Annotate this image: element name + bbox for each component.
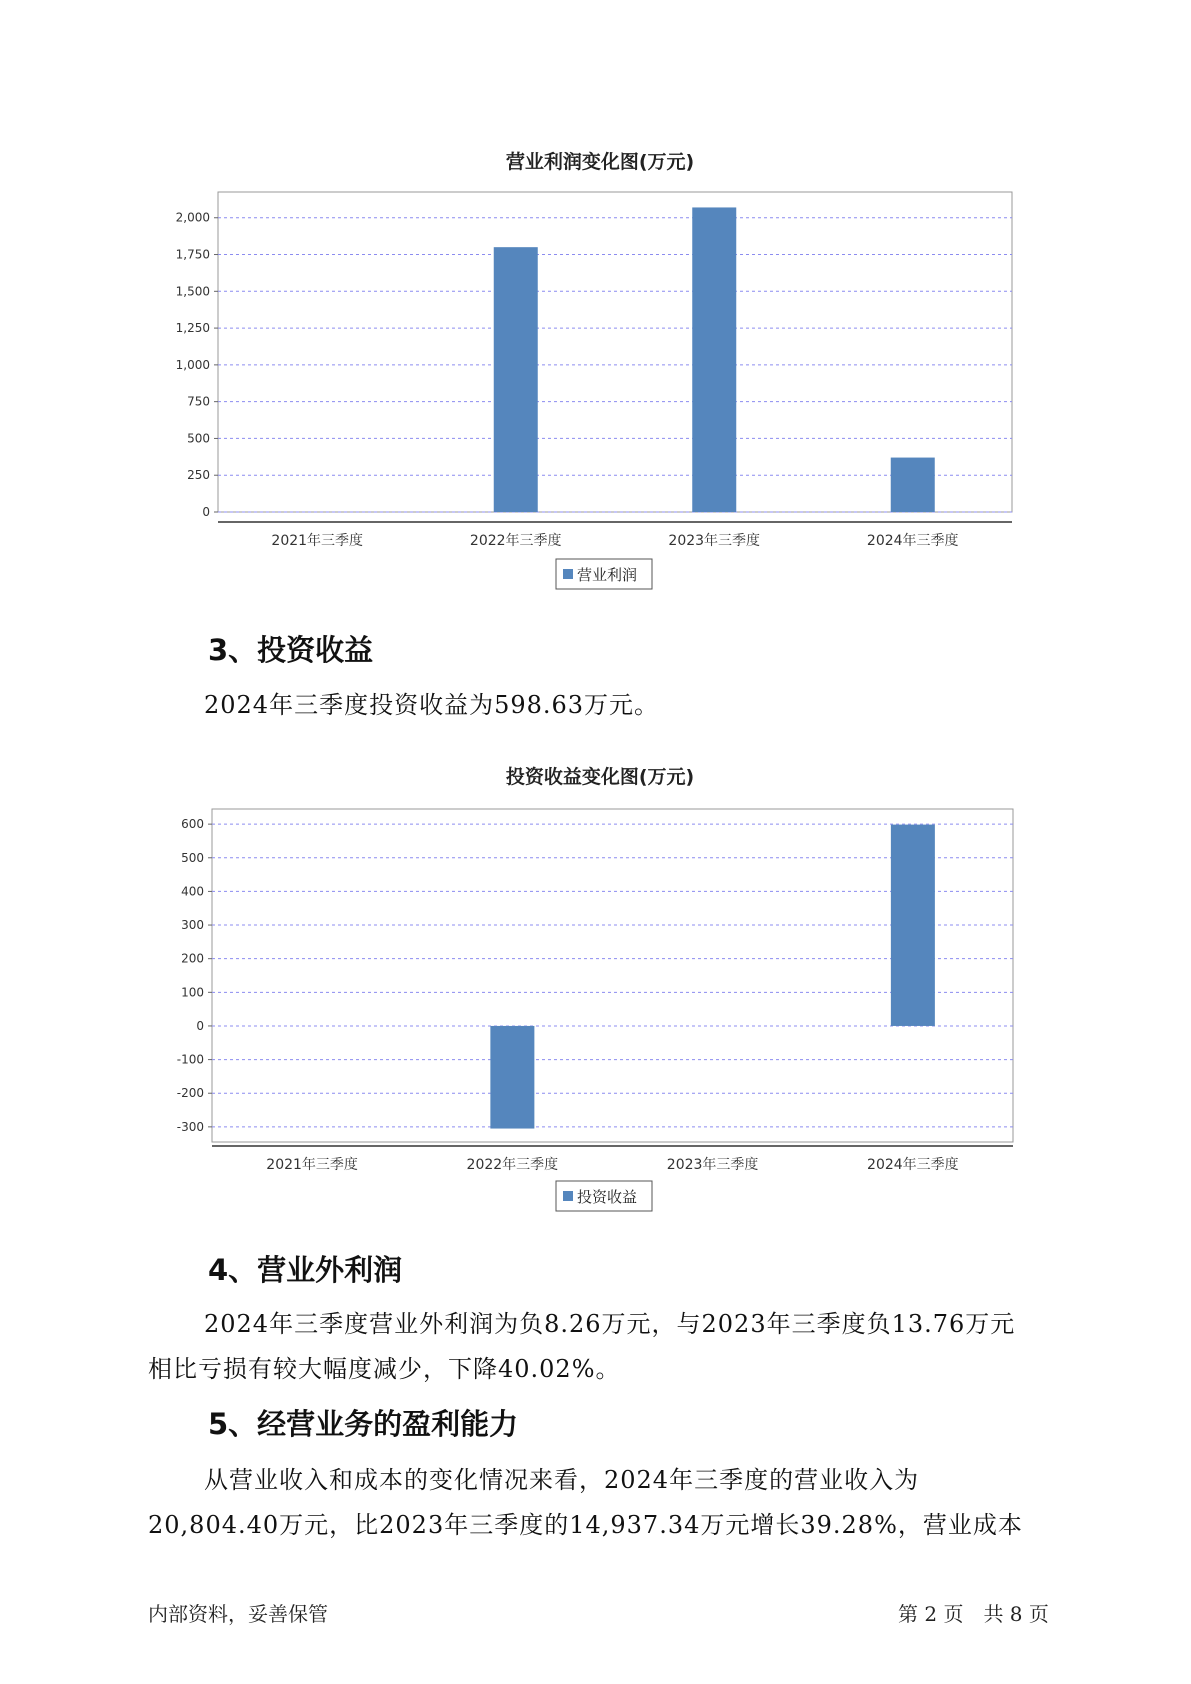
y-tick-label: 0 <box>202 505 210 519</box>
y-tick-label: 0 <box>196 1018 204 1033</box>
bar <box>692 207 736 512</box>
legend-swatch <box>563 1191 573 1201</box>
bar <box>494 247 538 512</box>
x-category-label: 2024年三季度 <box>866 533 959 549</box>
y-tick-label: 250 <box>187 468 210 483</box>
footer-page-number: 第 2 页 共 8 页 <box>898 1602 1049 1626</box>
bar <box>490 1026 534 1129</box>
investment-income-chart-svg <box>0 750 1191 1220</box>
y-tick-label: 400 <box>181 884 204 899</box>
legend-label: 投资收益 <box>577 1188 638 1206</box>
x-category-label: 2021年三季度 <box>266 1157 358 1173</box>
footer-confidential: 内部资料，妥善保管 <box>148 1602 328 1626</box>
bar <box>891 825 935 1026</box>
y-tick-label: 500 <box>181 850 204 865</box>
x-category-label: 2022年三季度 <box>469 533 562 549</box>
profitability-heading: 5、经营业务的盈利能力 <box>208 1407 519 1441</box>
profitability-text-line2: 20,804.40万元，比2023年三季度的14,937.34万元增长39.28%，营业成本 <box>148 1511 1023 1539</box>
nonop-heading: 4、营业外利润 <box>208 1253 403 1287</box>
x-category-label: 2021年三季度 <box>271 533 364 549</box>
y-tick-label: 750 <box>187 394 210 409</box>
investment-text: 2024年三季度投资收益为598.63万元。 <box>204 691 660 719</box>
legend-swatch <box>563 569 573 579</box>
chart-title: 营业利润变化图(万元) <box>505 151 695 173</box>
x-category-label: 2023年三季度 <box>668 533 761 549</box>
y-tick-label: -300 <box>176 1119 204 1134</box>
y-tick-label: 200 <box>181 951 204 966</box>
nonop-text-line2: 相比亏损有较大幅度减少，下降40.02%。 <box>148 1355 621 1383</box>
bar <box>891 458 935 512</box>
operating-profit-chart-svg <box>0 0 1191 600</box>
y-tick-label: -100 <box>176 1052 204 1067</box>
y-tick-label: 1,250 <box>175 321 210 336</box>
investment-income-chart <box>0 750 1191 1220</box>
x-category-label: 2023年三季度 <box>666 1157 759 1173</box>
y-tick-label: 100 <box>181 985 204 1000</box>
chart-title: 投资收益变化图(万元) <box>505 766 695 788</box>
y-tick-label: 600 <box>181 817 204 832</box>
investment-heading: 3、投资收益 <box>208 633 374 667</box>
y-tick-label: 1,500 <box>175 284 210 299</box>
y-tick-label: 300 <box>181 918 204 933</box>
operating-profit-chart <box>0 0 1191 600</box>
y-tick-label: 1,750 <box>175 247 210 262</box>
x-category-label: 2022年三季度 <box>466 1157 559 1173</box>
y-tick-label: 2,000 <box>175 210 210 225</box>
legend-label: 营业利润 <box>577 566 638 584</box>
nonop-text-line1: 2024年三季度营业外利润为负8.26万元，与2023年三季度负13.76万元 <box>204 1310 1016 1338</box>
y-tick-label: 1,000 <box>175 357 210 372</box>
y-tick-label: -200 <box>176 1086 204 1101</box>
profitability-text-line1: 从营业收入和成本的变化情况来看，2024年三季度的营业收入为 <box>204 1466 920 1494</box>
y-tick-label: 500 <box>187 431 210 446</box>
x-category-label: 2024年三季度 <box>867 1157 959 1173</box>
